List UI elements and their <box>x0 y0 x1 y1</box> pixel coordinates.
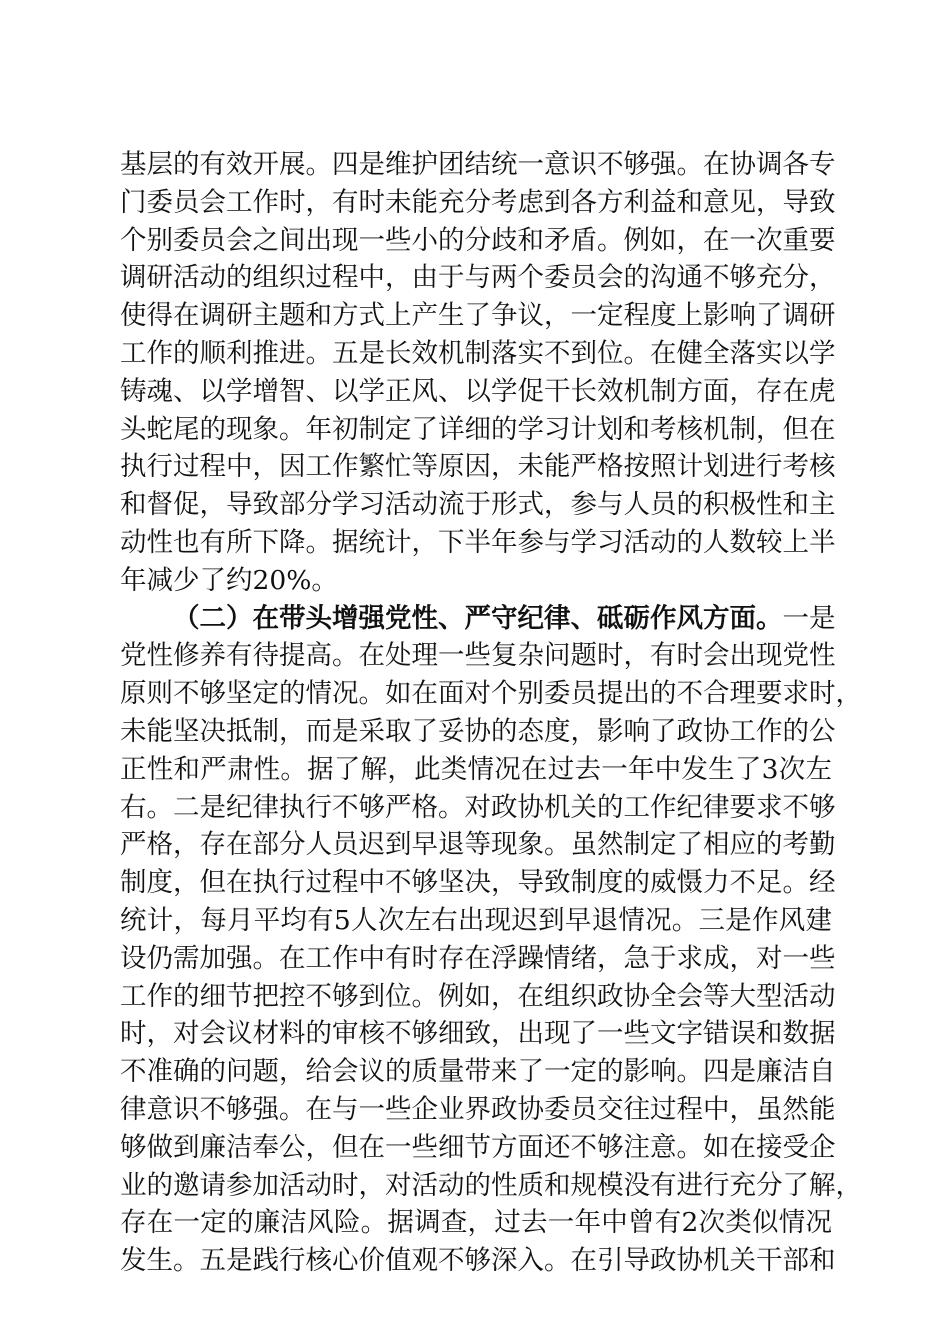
text-line: 工作的细节把控不够到位。例如，在组织政协全会等大型活动 <box>120 980 836 1012</box>
text-line: 律意识不够强。在与一些企业界政协委员交往过程中，虽然能 <box>120 1093 836 1125</box>
text-line: 头蛇尾的现象。年初制定了详细的学习计划和考核机制，但在 <box>120 413 836 445</box>
text-line: 门委员会工作时，有时未能充分考虑到各方利益和意见，导致 <box>120 186 836 218</box>
section-heading-continuation: 一是 <box>782 602 836 634</box>
text-line: 基层的有效开展。四是维护团结统一意识不够强。在协调各专 <box>120 149 836 180</box>
text-line: 未能坚决抵制，而是采取了妥协的态度，影响了政协工作的公 <box>120 715 836 747</box>
section-heading: （二）在带头增强党性、严守纪律、砥砺作风方面。 <box>173 602 783 634</box>
text-line: 工作的顺利推进。五是长效机制落实不到位。在健全落实以学 <box>120 337 836 369</box>
text-line: 调研活动的组织过程中，由于与两个委员会的沟通不够充分， <box>120 262 836 294</box>
text-line: 统计，每月平均有5人次左右出现迟到早退情况。三是作风建 <box>120 904 832 936</box>
text-line: 和督促，导致部分学习活动流于形式，参与人员的积极性和主 <box>120 489 836 521</box>
section-heading-line <box>120 600 836 638</box>
text-line: 业的邀请参加活动时，对活动的性质和规模没有进行充分了解， <box>120 1169 862 1201</box>
text-line: 发生。五是践行核心价值观不够深入。在引导政协机关干部和 <box>120 1245 836 1277</box>
text-line: 正性和严肃性。据了解，此类情况在过去一年中发生了3次左 <box>120 753 832 785</box>
text-line: 使得在调研主题和方式上产生了争议，一定程度上影响了调研 <box>120 300 836 332</box>
text-line: 执行过程中，因工作繁忙等原因，未能严格按照计划进行考核 <box>120 451 836 483</box>
text-line: 时，对会议材料的审核不够细致，出现了一些文字错误和数据 <box>120 1018 836 1050</box>
text-line: 党性修养有待提高。在处理一些复杂问题时，有时会出现党性 <box>120 640 836 672</box>
text-line: 制度，但在执行过程中不够坚决，导致制度的威慑力不足。经 <box>120 867 836 899</box>
body-text <box>120 146 862 1280</box>
text-line: 够做到廉洁奉公，但在一些细节方面还不够注意。如在接受企 <box>120 1131 836 1163</box>
text-line: 年减少了约20%。 <box>120 564 338 596</box>
text-line: 严格，存在部分人员迟到早退等现象。虽然制定了相应的考勤 <box>120 829 836 861</box>
text-line: 存在一定的廉洁风险。据调查，过去一年中曾有2次类似情况 <box>120 1207 832 1239</box>
text-line: 铸魂、以学增智、以学正风、以学促干长效机制方面，存在虎 <box>120 375 836 407</box>
text-line: 右。二是纪律执行不够严格。对政协机关的工作纪律要求不够 <box>120 791 836 823</box>
text-line: 设仍需加强。在工作中有时存在浮躁情绪，急于求成，对一些 <box>120 942 836 974</box>
text-line: 动性也有所下降。据统计，下半年参与学习活动的人数较上半 <box>120 526 836 558</box>
text-line: 个别委员会之间出现一些小的分歧和矛盾。例如，在一次重要 <box>120 224 836 256</box>
text-line: 原则不够坚定的情况。如在面对个别委员提出的不合理要求时， <box>120 678 862 710</box>
text-line: 不准确的问题，给会议的质量带来了一定的影响。四是廉洁自 <box>120 1056 836 1088</box>
